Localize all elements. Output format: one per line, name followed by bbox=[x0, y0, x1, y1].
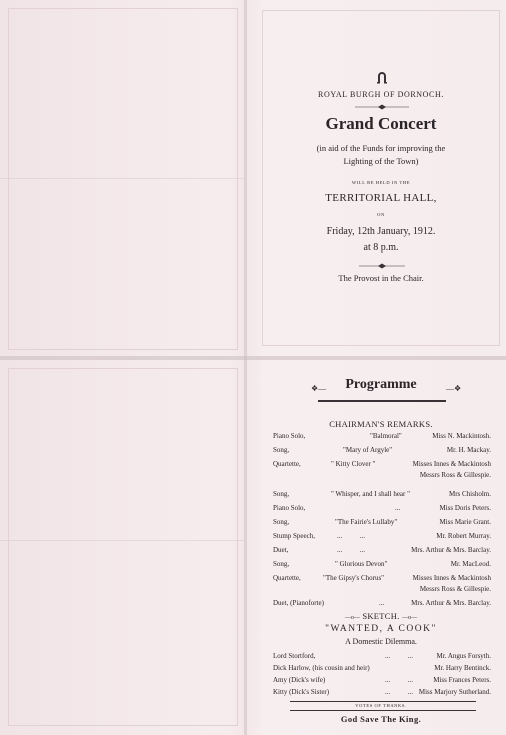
item-type: Song, bbox=[273, 490, 290, 498]
programme-item bbox=[273, 504, 491, 515]
item-title: ... bbox=[395, 504, 401, 512]
item-title: ... bbox=[379, 599, 385, 607]
item-type: Duet, (Pianoforte) bbox=[273, 599, 324, 607]
item-title: ... ... bbox=[337, 532, 365, 540]
item-title: "Balmoral" bbox=[370, 432, 402, 440]
item-performer: Miss N. Mackintosh. bbox=[432, 432, 491, 440]
item-performer: Mrs Chisholm. bbox=[448, 490, 491, 498]
concert-date: Friday, 12th January, 1912. bbox=[326, 226, 436, 237]
item-title: " Whisper, and I shall hear " bbox=[331, 490, 410, 498]
cast-actor: Miss Marjory Sutherland. bbox=[418, 688, 491, 696]
item-type: Song, bbox=[273, 518, 290, 526]
ornament-divider-icon bbox=[355, 104, 409, 110]
concert-purpose bbox=[268, 142, 494, 168]
item-performer: Misses Innes & Mackintosh bbox=[412, 574, 491, 582]
item-title: "The Fairie's Lullaby" bbox=[335, 518, 398, 526]
programme-item bbox=[273, 574, 491, 596]
cast-role: Amy (Dick's wife) bbox=[273, 676, 326, 684]
item-type: Piano Solo, bbox=[273, 432, 306, 440]
cast-role: Lord Stortford, bbox=[273, 652, 316, 660]
item-performer-2: Messrs Ross & Gillespie. bbox=[419, 585, 491, 593]
sketch-title: "WANTED, A COOK" bbox=[325, 624, 437, 634]
item-type: Quartette, bbox=[273, 574, 301, 582]
cast-row bbox=[273, 688, 491, 699]
embossed-border-right-top bbox=[262, 10, 500, 346]
item-type: Song, bbox=[273, 560, 290, 568]
item-title: ... ... bbox=[337, 546, 365, 554]
item-type: Quartette, bbox=[273, 460, 301, 468]
cast-actor: Mr. Harry Bentinck. bbox=[434, 664, 491, 672]
item-type: Duet, bbox=[273, 546, 289, 554]
sketch-dash-right: —o— bbox=[402, 615, 418, 621]
item-performer: Mr. Robert Murray. bbox=[436, 532, 491, 540]
item-performer: Mrs. Arthur & Mrs. Barclay. bbox=[411, 546, 491, 554]
ornament-divider-icon bbox=[355, 263, 409, 269]
horizontal-fold bbox=[0, 356, 506, 360]
cast-role: Kitty (Dick's Sister) bbox=[273, 688, 330, 696]
item-type: Stump Speech, bbox=[273, 532, 315, 540]
vertical-fold bbox=[244, 0, 247, 735]
concert-time: at 8 p.m. bbox=[363, 242, 399, 253]
programme-item bbox=[273, 546, 491, 557]
item-performer: Miss Marie Grant. bbox=[439, 518, 491, 526]
cast-row bbox=[273, 652, 491, 663]
chairmans-remarks: CHAIRMAN'S REMARKS. bbox=[329, 419, 433, 429]
item-performer: Mr. H. Mackay. bbox=[446, 446, 491, 454]
concert-title: Grand Concert bbox=[325, 114, 437, 133]
will-be-held-text: WILL BE HELD IN THE bbox=[351, 180, 411, 185]
on-text: ON bbox=[377, 212, 385, 217]
programme-item bbox=[273, 532, 491, 543]
programme-item bbox=[273, 560, 491, 571]
item-performer: Mr. MacLeod. bbox=[450, 560, 491, 568]
national-anthem: God Save The King. bbox=[340, 714, 422, 724]
item-title: " Glorious Devon" bbox=[335, 560, 388, 568]
sketch-dash-left: —o— bbox=[344, 615, 360, 621]
item-type: Song, bbox=[273, 446, 290, 454]
venue-name: TERRITORIAL HALL, bbox=[325, 192, 437, 204]
purpose-line-1: (in aid of the Funds for improving the bbox=[316, 143, 446, 153]
heading-rule bbox=[318, 400, 446, 402]
programme-item bbox=[273, 446, 491, 457]
item-performer: Miss Doris Peters. bbox=[439, 504, 491, 512]
programme-item bbox=[273, 460, 491, 482]
cast-row bbox=[273, 676, 491, 687]
cast-leader-dots: ... ... bbox=[385, 688, 413, 696]
programme-item bbox=[273, 432, 491, 443]
sketch-heading bbox=[268, 611, 494, 621]
programme-item bbox=[273, 599, 491, 610]
votes-rule-top bbox=[290, 701, 476, 702]
sketch-label: SKETCH. bbox=[362, 611, 400, 621]
cast-actor: Miss Frances Peters. bbox=[433, 676, 491, 684]
item-performer-2: Messrs Ross & Gillespie. bbox=[419, 471, 491, 479]
programme-item bbox=[273, 490, 491, 501]
cast-leader-dots: ... ... bbox=[385, 652, 413, 660]
flourish-right-icon: —❖ bbox=[446, 384, 462, 393]
flourish-left-icon: ❖— bbox=[311, 384, 327, 393]
programme-item bbox=[273, 518, 491, 529]
item-performer: Mrs. Arthur & Mrs. Barclay. bbox=[411, 599, 491, 607]
item-title: "Mary of Argyle" bbox=[343, 446, 393, 454]
embossed-border-left-bottom bbox=[8, 368, 238, 726]
embossed-border-left-top bbox=[8, 8, 238, 350]
cast-role: Dick Harlow, (his cousin and heir) bbox=[273, 664, 370, 672]
cast-leader-dots: ... ... bbox=[385, 676, 413, 684]
item-performer: Misses Innes & Mackintosh bbox=[412, 460, 491, 468]
cast-actor: Mr. Angus Forsyth. bbox=[436, 652, 491, 660]
item-title: "The Gipsy's Chorus" bbox=[323, 574, 385, 582]
item-title: " Kitty Clover " bbox=[331, 460, 376, 468]
purpose-line-2: Lighting of the Town) bbox=[343, 156, 419, 166]
chair-notice: The Provost in the Chair. bbox=[338, 273, 424, 283]
item-type: Piano Solo, bbox=[273, 504, 306, 512]
burgh-name: ROYAL BURGH OF DORNOCH. bbox=[318, 90, 444, 99]
programme-heading: Programme bbox=[345, 377, 417, 392]
votes-of-thanks: VOTES OF THANKS. bbox=[355, 703, 407, 708]
horseshoe-crest-icon bbox=[374, 68, 390, 84]
votes-rule-bottom bbox=[290, 710, 476, 711]
cast-row bbox=[273, 664, 491, 675]
sketch-subtitle: A Domestic Dilemma. bbox=[345, 637, 417, 646]
